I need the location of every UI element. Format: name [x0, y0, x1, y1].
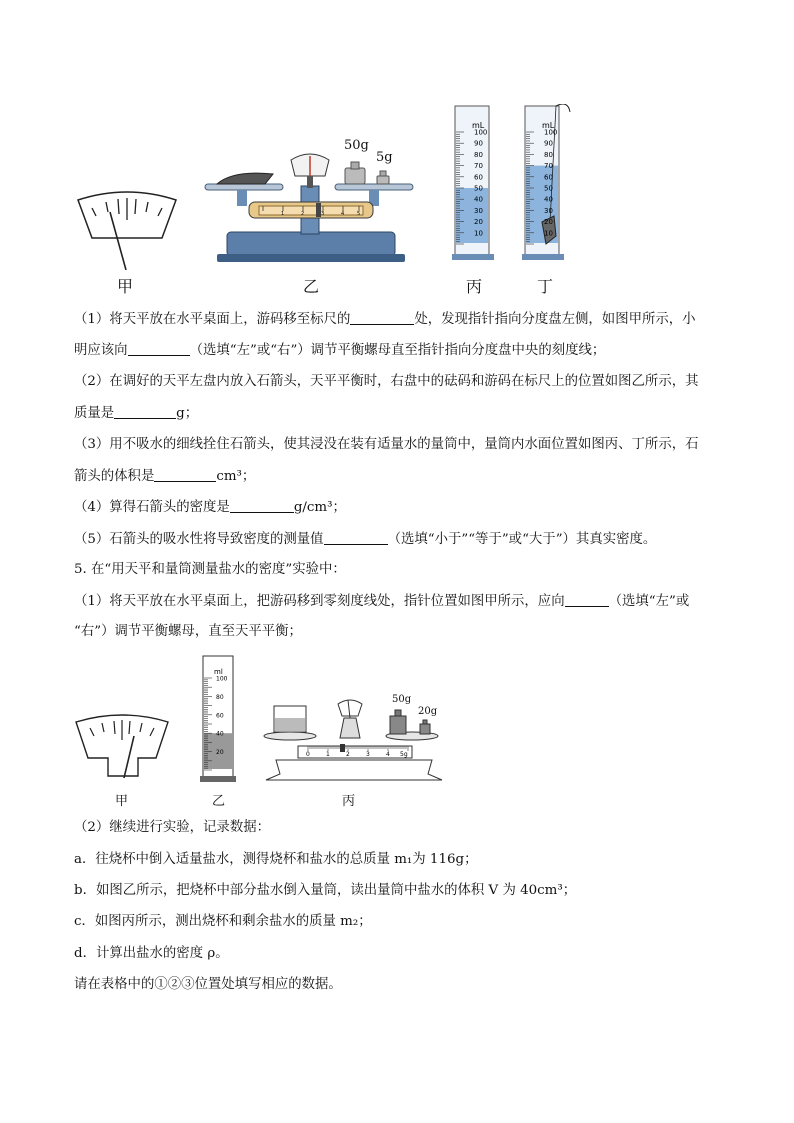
- fig1-label-jia: 甲: [117, 277, 134, 296]
- q4-part3-line2: 箭头的体积是 cm³；: [74, 469, 256, 484]
- cylinder-tick-label: 20: [474, 218, 483, 227]
- cylinder-figure-ding: [522, 104, 574, 262]
- cylinder-tick-label: 100: [544, 128, 558, 137]
- cylinder-tick-label: 50: [544, 184, 553, 193]
- cylinder-tick-label: 30: [544, 206, 553, 215]
- cylinder-figure-bing: [452, 104, 494, 262]
- ruler-tick: 3: [366, 751, 370, 758]
- fig1-label-yi: 乙: [303, 277, 320, 296]
- answer-blank[interactable]: [230, 498, 294, 513]
- fig2-label-bing: 丙: [342, 794, 356, 809]
- q5-step-b: b．如图乙所示，把烧杯中部分盐水倒入量筒，读出量筒中盐水的体积 V 为 40cm³；: [74, 883, 577, 898]
- fig1-label-ding: 丁: [537, 277, 554, 296]
- ruler-tick: 5g: [400, 751, 408, 758]
- dial-figure-jia: [74, 190, 180, 270]
- dial-figure-jia-2: [74, 714, 170, 784]
- cylinder-tick-label: 80: [216, 693, 224, 701]
- cylinder-unit: ml: [214, 668, 223, 676]
- rider-marker: [316, 203, 321, 217]
- cylinder-tick-label: 60: [544, 173, 553, 182]
- cylinder-tick-label: 70: [544, 162, 553, 171]
- cylinder-unit: mL: [472, 121, 485, 130]
- cylinder-tick-label: 10: [544, 229, 553, 238]
- cylinder-unit: mL: [542, 121, 555, 130]
- cylinder-tick-label: 40: [216, 730, 224, 738]
- weight-label-5g: 5g: [376, 150, 393, 165]
- cylinder-tick-label: 70: [474, 162, 483, 171]
- ruler-tick: 2: [301, 211, 305, 217]
- q5-title: 5. 在“用天平和量筒测量盐水的密度”实验中：: [74, 562, 346, 577]
- q5-step-d: d．计算出盐水的密度 ρ。: [74, 946, 229, 961]
- answer-blank[interactable]: [350, 310, 414, 325]
- q4-part1-line1: （1）将天平放在水平桌面上，游码移至标尺的 处，发现指针指向分度盘左侧，如图甲所示，小: [74, 312, 696, 327]
- cylinder-tick-label: 90: [544, 139, 553, 148]
- q5-step-a: a．往烧杯中倒入适量盐水，测得烧杯和盐水的总质量 m₁为 116g；: [74, 852, 478, 867]
- q4-part2-line2: 质量是 g；: [74, 406, 199, 421]
- q4-part4: （4）算得石箭头的密度是 g/cm³；: [74, 500, 346, 515]
- cylinder-tick-label: 60: [216, 712, 224, 720]
- cylinder-tick-label: 90: [474, 139, 483, 148]
- q5-part2: （2）继续进行实验，记录数据：: [74, 820, 270, 835]
- rider-marker: [340, 744, 345, 752]
- answer-blank[interactable]: [128, 341, 190, 356]
- answer-blank[interactable]: [114, 404, 176, 419]
- ruler-tick: 5: [357, 211, 361, 217]
- fig2-label-jia: 甲: [115, 794, 129, 809]
- q4-part5: （5）石箭头的吸水性将导致密度的测量值 （选填“小于”“等于”或“大于”）其真实密度。: [74, 532, 657, 547]
- q5-instruction: 请在表格中的①②③位置处填写相应的数据。: [74, 977, 342, 992]
- q5-step-c: c．如图丙所示，测出烧杯和剩余盐水的质量 m₂；: [74, 914, 372, 929]
- answer-blank[interactable]: [565, 592, 609, 607]
- q5-part1-line1: （1）将天平放在水平桌面上，把游码移到零刻度线处，指针位置如图甲所示，应向 （选填“左”或: [74, 594, 690, 609]
- fig2-label-yi: 乙: [212, 794, 226, 809]
- cylinder-tick-label: 80: [474, 150, 483, 159]
- fig1-label-bing: 丙: [466, 277, 483, 296]
- cylinder-tick-label: 80: [544, 150, 553, 159]
- ruler-tick: 1: [326, 751, 330, 758]
- cylinder-figure-yi-2: [200, 654, 236, 784]
- cylinder-tick-label: 40: [544, 195, 553, 204]
- ruler-tick: 3: [321, 211, 325, 217]
- ruler-tick: 4: [386, 751, 390, 758]
- ruler-tick: 4: [341, 211, 345, 217]
- answer-blank[interactable]: [324, 530, 388, 545]
- cylinder-tick-label: 100: [216, 675, 228, 683]
- q4-part2-line1: （2）在调好的天平左盘内放入石箭头，天平平衡时，右盘中的砝码和游码在标尺上的位置如图乙所示，其: [74, 374, 699, 389]
- ruler-tick: 0: [306, 751, 310, 758]
- ruler-tick: 1: [281, 211, 285, 217]
- cylinder-tick-label: 30: [474, 206, 483, 215]
- cylinder-tick-label: 50: [474, 184, 483, 193]
- cylinder-tick-label: 10: [474, 229, 483, 238]
- cylinder-tick-label: 40: [474, 195, 483, 204]
- ruler-tick: 2: [346, 751, 350, 758]
- q5-part1-line2: “右”）调节平衡螺母，直至天平平衡；: [74, 624, 302, 639]
- cylinder-tick-label: 20: [216, 749, 224, 757]
- q4-part3-line1: （3）用不吸水的细线拴住石箭头，使其浸没在装有适量水的量筒中，量筒内水面位置如图丙、丁所示，石: [74, 437, 699, 452]
- cylinder-tick-label: 20: [544, 218, 553, 227]
- cylinder-tick-label: 60: [474, 173, 483, 182]
- cylinder-tick-label: 100: [474, 128, 488, 137]
- weight-label-20g: 20g: [418, 706, 438, 717]
- weight-label-50g: 50g: [344, 138, 369, 153]
- water-column: [456, 188, 488, 243]
- q4-part1-line2: 明应该向 （选填“左”或“右”）调节平衡螺母直至指针指向分度盘中央的刻度线；: [74, 343, 606, 358]
- weight-label-50g-2: 50g: [392, 694, 412, 705]
- answer-blank[interactable]: [154, 467, 216, 482]
